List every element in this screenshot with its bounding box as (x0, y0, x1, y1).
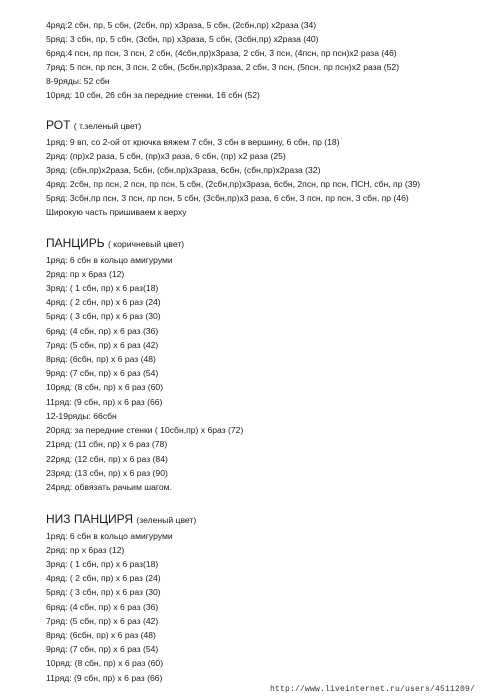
pattern-line: 4ряд:2 сбн, пр, 5 сбн, (2сбн, пр) х3раза, 5 сбн, (2сбн,пр) х2раза (34) (46, 20, 317, 30)
section-subtitle: ( коричневый цвет) (108, 239, 185, 249)
pattern-line: 6ряд:4 псн, пр псн, 3 псн, 2 сбн, (4сбн,пр)х3раза, 2 сбн, 3 псн, (4псн, пр псн)х2 раза (46) (46, 48, 397, 58)
source-watermark: http://www.liveinternet.ru/users/4511209/ (269, 685, 475, 694)
pattern-line: 9ряд: (7 сбн, пр) х 6 раз (54) (46, 644, 159, 654)
pattern-line: 3ряд: ( 1 сбн, пр) х 6 раз(18) (46, 283, 159, 293)
section-subtitle: (зеленый цвет) (136, 515, 197, 525)
pattern-line: 3ряд: (сбн,пр)х2раза, 5сбн, (сбн,пр)х3раза, 6сбн, (сбн,пр)х2раза (32) (46, 165, 321, 175)
section-heading-shell (46, 236, 184, 251)
pattern-line: 2ряд: (пр)х2 раза, 5 сбн, (пр)х3 раза, 6 сбн, (пр) х2 раза (25) (46, 151, 286, 161)
pattern-line: 6ряд: (4 сбн, пр) х 6 раз (36) (46, 602, 159, 612)
pattern-line: 8-9ряды: 52 сбн (46, 76, 110, 86)
pattern-line: 4ряд: ( 2 сбн, пр) х 6 раз (24) (46, 573, 161, 583)
section-heading-bottom-shell (46, 512, 196, 527)
pattern-line: 11ряд: (9 сбн, пр) х 6 раз (66) (46, 673, 163, 683)
section-title: ПАНЦИРЬ (46, 236, 105, 250)
pattern-line: 10ряд: (8 сбн, пр) х 6 раз (60) (46, 382, 164, 392)
pattern-line: 2ряд: пр х 6раз (12) (46, 269, 125, 279)
pattern-line: 7ряд: (5 сбн, пр) х 6 раз (42) (46, 340, 159, 350)
pattern-line: 4ряд: ( 2 сбн, пр) х 6 раз (24) (46, 297, 161, 307)
pattern-line: 10ряд: (8 сбн, пр) х 6 раз (60) (46, 658, 164, 668)
pattern-line: 24ряд: обвязать рачьим шагом. (46, 482, 172, 492)
section-title: НИЗ ПАНЦИРЯ (46, 512, 134, 526)
pattern-line: 7ряд: 5 псн, пр псн, 3 псн, 2 сбн, (5сбн,пр)х3раза, 2 сбн, 3 псн, (5псн, пр псн)х2 раза (52) (46, 62, 400, 72)
pattern-line: 2ряд: пр х 6раз (12) (46, 545, 125, 555)
pattern-line: 5ряд: 3сбн,пр псн, 3 псн, пр псн, 5 сбн, (3сбн,пр)х3 раза, 6 сбн, 3 псн, пр псн, 3 сбн, пр (46) (46, 193, 409, 203)
pattern-line: 1ряд: 9 вп, со 2-ой от крючка вяжем 7 сбн, 3 сбн в вершину, 6 сбн, пр (18) (46, 137, 340, 147)
pattern-line: 9ряд: (7 сбн, пр) х 6 раз (54) (46, 368, 159, 378)
section-subtitle: ( т.зеленый цвет) (73, 121, 142, 131)
pattern-line: 4ряд: 2сбн, пр псн, 2 псн, пр псн, 5 сбн, (2сбн,пр)х3раза, 6сбн, 2псн, пр псн, ПСН, сбн, пр (39) (46, 179, 421, 189)
pattern-line: 11ряд: (9 сбн, пр) х 6 раз (66) (46, 397, 163, 407)
section-heading-mouth (46, 118, 141, 133)
pattern-line: Широкую часть пришиваем к верху (46, 207, 187, 217)
pattern-line: 6ряд: (4 сбн, пр) х 6 раз (36) (46, 326, 159, 336)
pattern-line: 23ряд: (13 сбн, пр) х 6 раз (90) (46, 468, 168, 478)
pattern-line: 8ряд: (6сбн, пр) х 6 раз (48) (46, 630, 156, 640)
pattern-line: 12-19ряды: 66сбн (46, 411, 117, 421)
pattern-line: 1ряд: 6 сбн в кольцо амигуруми (46, 255, 173, 265)
pattern-line: 21ряд: (11 сбн, пр) х 6 раз (78) (46, 439, 168, 449)
pattern-line: 5ряд: ( 3 сбн, пр) х 6 раз (30) (46, 311, 161, 321)
section-title: РОТ (46, 118, 71, 132)
pattern-line: 5ряд: ( 3 сбн, пр) х 6 раз (30) (46, 587, 161, 597)
pattern-line: 22ряд: (12 сбн, пр) х 6 раз (84) (46, 454, 168, 464)
pattern-line: 10ряд: 10 сбн, 26 сбн за передние стенки, 16 сбн (52) (46, 90, 260, 100)
pattern-line: 3ряд: ( 1 сбн, пр) х 6 раз(18) (46, 559, 159, 569)
pattern-line: 5ряд: 3 сбн, пр, 5 сбн, (3сбн, пр) х3раза, 5 сбн, (3сбн,пр) х2раза (40) (46, 34, 319, 44)
pattern-line: 8ряд: (6сбн, пр) х 6 раз (48) (46, 354, 156, 364)
pattern-line: 1ряд: 6 сбн в кольцо амигуруми (46, 531, 173, 541)
pattern-line: 20ряд: за передние стенки ( 10сбн,пр) х 6раз (72) (46, 425, 244, 435)
pattern-line: 7ряд: (5 сбн, пр) х 6 раз (42) (46, 616, 159, 626)
